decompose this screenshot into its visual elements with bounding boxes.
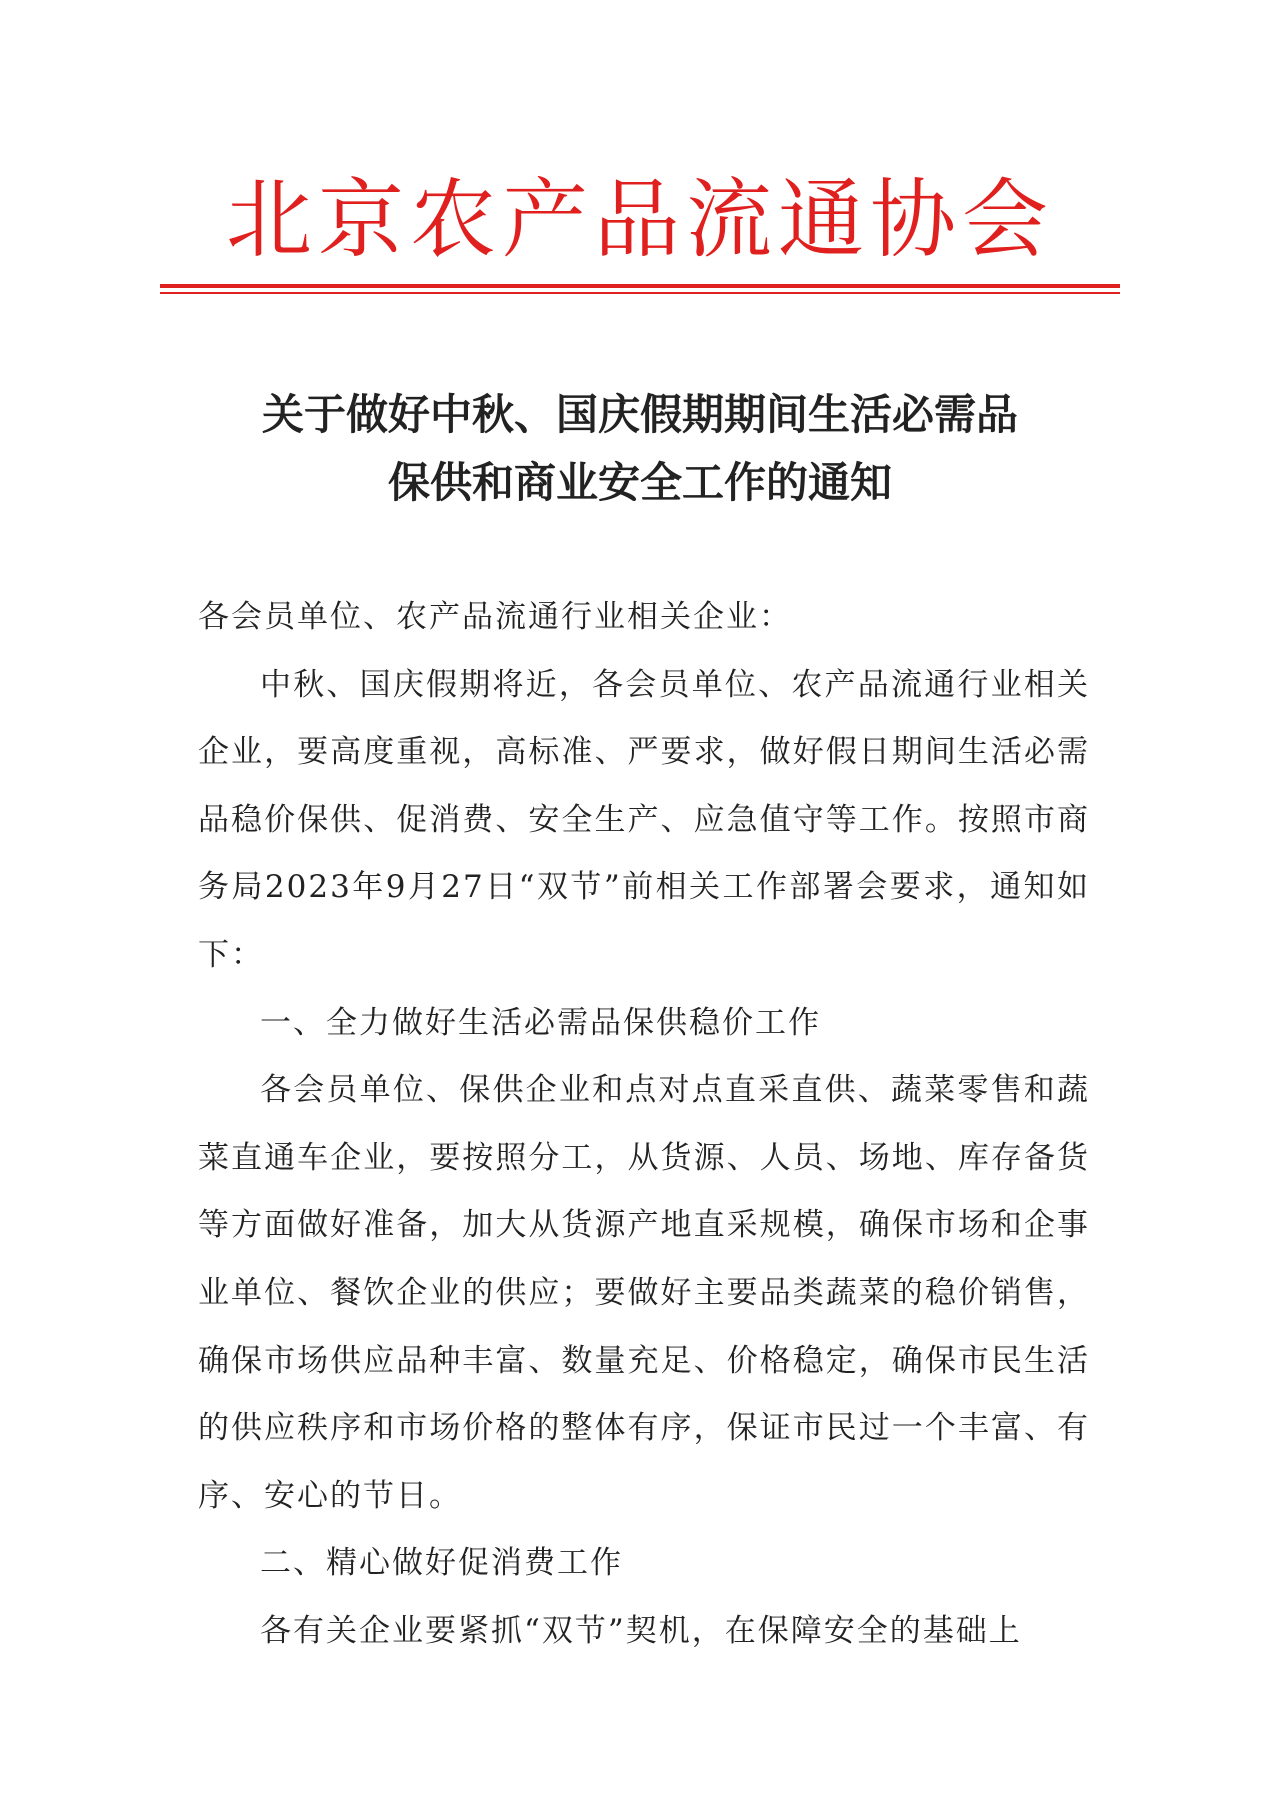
salutation: 各会员单位、农产品流通行业相关企业： xyxy=(198,599,792,635)
section-heading-2: 二、精心做好促消费工作 xyxy=(260,1545,623,1582)
section-heading-1: 一、全力做好生活必需品保供稳价工作 xyxy=(260,1004,821,1041)
section-2-paragraph: 各有关企业要紧抓“双节”契机，在保障安全的基础上 xyxy=(260,1612,1022,1649)
document-title-line-1: 关于做好中秋、国庆假期期间生活必需品 xyxy=(261,390,1018,439)
intro-paragraph: 中秋、国庆假期将近，各会员单位、农产品流通行业相关企业，要高度重视，高标准、严要求，做好假日期间生活必需品稳价保供、促消费、安全生产、应急值守等工作。按照市商务局2023年9月27日“双节”前相关工作部署会要求，通知如下： xyxy=(198,666,1090,973)
document-body xyxy=(198,584,1090,1666)
organization-header: 北京农产品流通协会 xyxy=(226,170,1054,270)
header-rule-thin xyxy=(160,292,1120,294)
section-1-paragraph: 各会员单位、保供企业和点对点直采直供、蔬菜零售和蔬菜直通车企业，要按照分工，从货源、人员、场地、库存备货等方面做好准备，加大从货源产地直采规模，确保市场和企事业单位、餐饮企业的供应；要做好主要品类蔬菜的稳价销售，确保市场供应品种丰富、数量充足、价格稳定，确保市民生活的供应秩序和市场价格的整体有序，保证市民过一个丰富、有序、安心的节日。 xyxy=(198,1072,1090,1514)
header-rule-thick xyxy=(160,284,1120,288)
document-title-line-2: 保供和商业安全工作的通知 xyxy=(387,458,892,507)
